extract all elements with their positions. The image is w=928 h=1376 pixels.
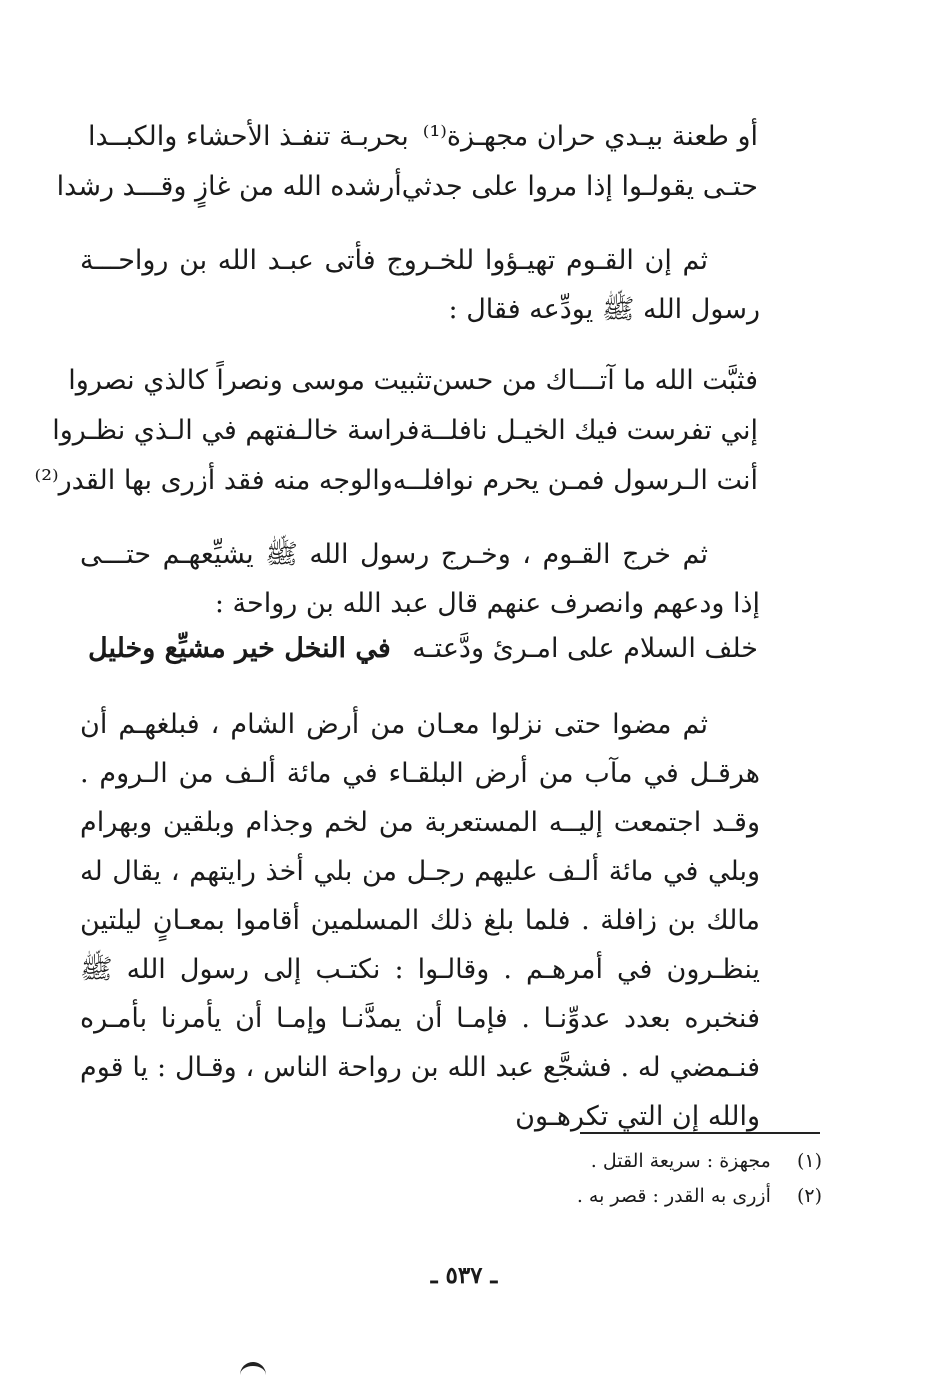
paragraph-departure — [80, 530, 760, 628]
footnote-text: أزرى به القدر : قصر به . — [576, 1185, 771, 1207]
page-number: ـ ٥٣٧ ـ — [430, 1262, 498, 1289]
verse-first-hemistich: أو طعنة بيـدي حران مجهـزة⁽¹⁾ — [422, 121, 758, 152]
footnote — [591, 1148, 822, 1174]
paragraph-text: ثم مضوا حتى نزلوا معـان من أرض الشام ، فبلغهـم أن هرقـل في مآب من أرض البلقـاء في مائة ألـف من الـروم . وقـد اجتمعت إليــه المستعربة من لخم وجذام وبلقين وبهرام وبلي في مائة ألـف عليهم رجـل من بلي أخذ رايتهم ، يقال له مالك بن زافلة . فلما بلغ ذلك المسلمين أقاموا بمعـانٍ ليلتين ينظـرون في أمرهـم . وقالـوا : نكتـب إلى رسول الله ﷺ فنخبره بعدد عدوِّنـا . فإمـا أن يمدَّنـا وإمـا أن يأمرنا بأمـره فنـمضي له . فشجَّع عبد الله بن رواحة الناس ، وقـال : يا قوم والله إن التي تكرهـون — [80, 709, 760, 1132]
verse-first-hemistich: حتـى يقولـوا إذا مروا على جدثي — [401, 171, 758, 202]
verse-first-hemistich: خلف السلام على امـرئ ودَّعتـه — [412, 633, 758, 664]
verse-second-hemistich: أرشده الله من غازٍ وقـــد رشدا — [56, 171, 402, 202]
verse-first-hemistich: فثبَّت الله ما آتـــاك من حسن — [431, 365, 758, 396]
paragraph-text: ثم إن القـوم تهيـؤوا للخـروج فأتى عبـد الله بن رواحـــة رسول الله ﷺ يودِّعه فقال : — [80, 245, 760, 325]
verse-second-hemistich: بحربـة تنفـذ الأحشاء والكبــدا — [88, 121, 409, 152]
footnote-divider — [580, 1132, 820, 1134]
verse-line — [68, 360, 758, 402]
verse-line — [88, 628, 758, 670]
verse-second-hemistich: فراسة خالـفتهم في الـذي نظـروا — [52, 415, 420, 446]
verse-line — [52, 410, 758, 452]
verse-second-hemistich: والوجه منه فقد أزرى بها القدر⁽²⁾ — [34, 465, 393, 496]
verse-second-hemistich: في النخل خير مشيِّع وخليل — [88, 633, 391, 664]
footnote — [577, 1183, 822, 1209]
paragraph-farewell — [80, 236, 760, 334]
footnote-text: مجهزة : سريعة القتل . — [590, 1150, 771, 1172]
footnote-number: (٢) — [796, 1185, 822, 1207]
verse-line — [56, 166, 758, 208]
verse-line — [34, 460, 758, 502]
paragraph-text: ثم خرج القـوم ، وخـرج رسول الله ﷺ يشيِّعهـم حتـــى إذا ودعهم وانصرف عنهم قال عبد الله بن رواحة : — [80, 539, 760, 619]
scan-mark — [240, 1362, 266, 1376]
verse-second-hemistich: تثبيت موسى ونصراً كالذي نصروا — [68, 365, 432, 396]
verse-line — [88, 116, 758, 158]
paragraph-muan — [80, 700, 760, 1141]
verse-first-hemistich: إني تفرست فيك الخيـل نافلــة — [419, 415, 758, 446]
footnote-number: (١) — [796, 1150, 822, 1172]
verse-first-hemistich: أنت الـرسول فمـن يحرم نوافلــه — [392, 465, 758, 496]
